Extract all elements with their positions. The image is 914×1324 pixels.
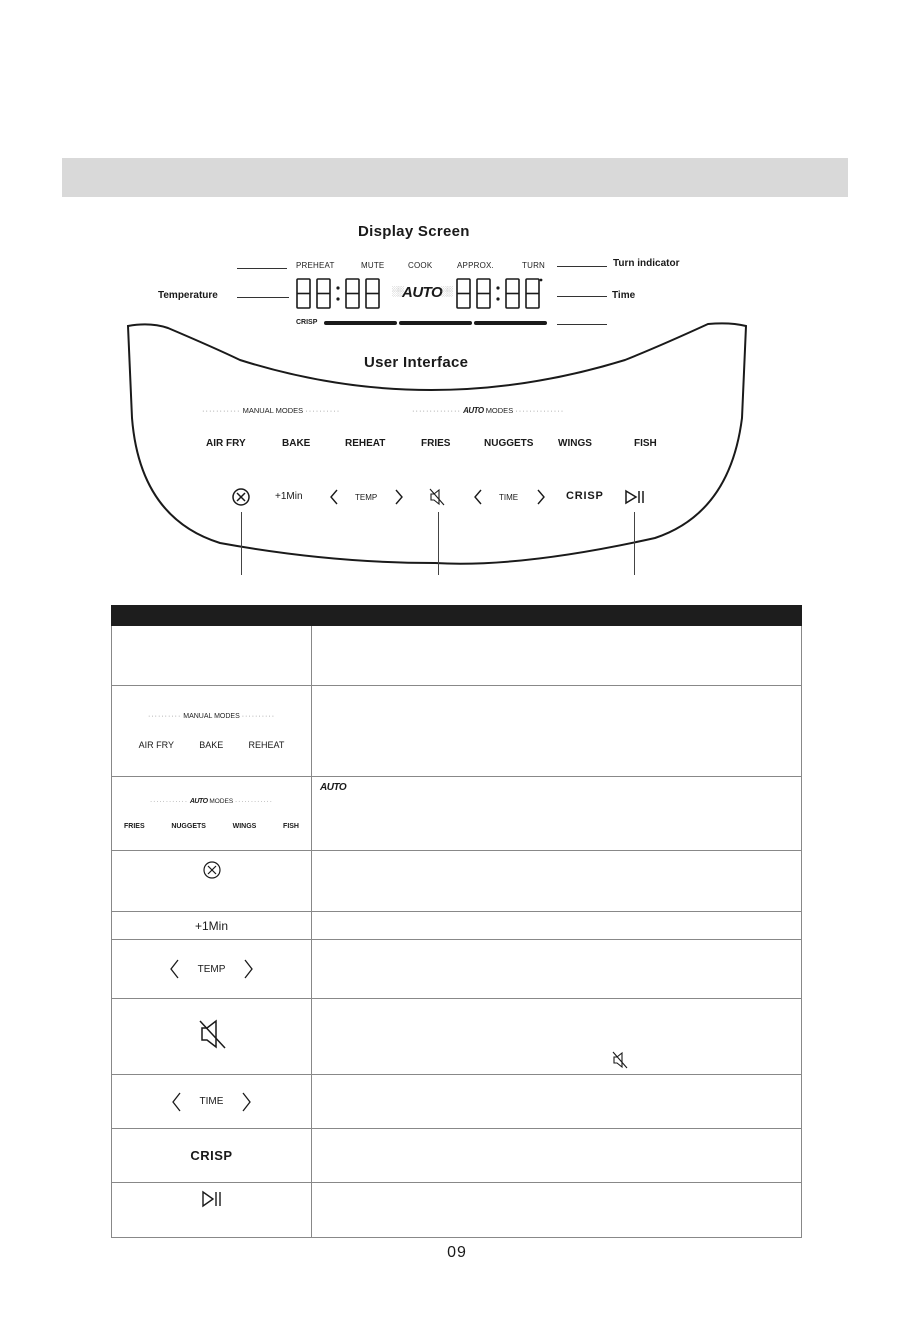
mode-air-fry-button[interactable]: AIR FRY <box>206 438 246 449</box>
table-mode-fries: FRIES <box>124 822 145 830</box>
pointer-line-mute <box>438 512 439 575</box>
table-time-decrease-icon <box>170 1091 182 1113</box>
table-temp-increase-icon <box>243 958 255 980</box>
auto-dots-right: ░░ <box>441 286 452 296</box>
table-mute-speaker-icon <box>197 1018 227 1050</box>
table-cancel-circle-icon <box>202 860 222 880</box>
table-mode-wings: WINGS <box>232 822 257 830</box>
desc-mute-icon <box>612 1051 628 1069</box>
mode-wings-button[interactable]: WINGS <box>558 438 592 449</box>
auto-dots-left: ░░ <box>392 286 403 296</box>
plus-1-min-button[interactable]: +1Min <box>275 491 303 502</box>
table-row-temp <box>112 940 802 999</box>
time-increase-icon[interactable] <box>535 488 547 506</box>
leader-preheat <box>237 268 287 269</box>
table-auto-modes-heading: ············ AUTO MODES ············ <box>150 797 273 805</box>
leader-temperature <box>237 297 289 298</box>
mode-bake-button[interactable]: BAKE <box>282 438 311 449</box>
pointer-line-cancel <box>241 512 242 575</box>
mode-fish-button[interactable]: FISH <box>634 438 657 449</box>
temperature-digits <box>294 277 394 311</box>
controls-reference-table <box>111 605 802 1238</box>
table-header-row <box>112 606 802 626</box>
table-crisp-label: CRISP <box>190 1147 233 1163</box>
user-interface-title: User Interface <box>364 354 469 371</box>
table-mode-air-fry: AIR FRY <box>138 739 174 750</box>
time-decrease-icon[interactable] <box>472 488 484 506</box>
pointer-line-play <box>634 512 635 575</box>
table-row-play-pause <box>112 1183 802 1238</box>
temp-label: TEMP <box>355 493 378 502</box>
table-temp-decrease-icon <box>168 958 180 980</box>
auto-modes-heading: ·············· AUTO MODES ·············· <box>412 406 565 415</box>
time-digits <box>454 277 554 311</box>
table-plus-1-min: +1Min <box>194 918 229 933</box>
table-row <box>112 626 802 686</box>
mode-reheat-button[interactable]: REHEAT <box>345 438 386 449</box>
desc-auto-logo: AUTO <box>320 782 347 793</box>
indicator-cook: COOK <box>408 261 433 270</box>
table-manual-modes-heading: ·········· MANUAL MODES ·········· <box>147 712 276 720</box>
auto-indicator: AUTO <box>402 284 443 301</box>
display-screen-title: Display Screen <box>358 223 470 240</box>
time-label: TIME <box>499 493 519 502</box>
table-row-manual-modes <box>112 686 802 777</box>
indicator-turn: TURN <box>522 261 546 270</box>
mode-fries-button[interactable]: FRIES <box>421 438 451 449</box>
table-row-time <box>112 1075 802 1129</box>
temp-decrease-icon[interactable] <box>328 488 340 506</box>
manual-modes-heading: ··········· MANUAL MODES ·········· <box>202 406 341 415</box>
section-banner <box>62 158 848 197</box>
leader-turn <box>557 266 607 267</box>
table-row-crisp <box>112 1129 802 1183</box>
table-time-increase-icon <box>241 1091 253 1113</box>
indicator-mute: MUTE <box>361 261 385 270</box>
mute-speaker-icon[interactable] <box>429 488 445 506</box>
table-temp-label: TEMP <box>197 963 226 975</box>
table-time-label: TIME <box>199 1096 224 1107</box>
cancel-circle-icon[interactable] <box>231 487 251 507</box>
temp-increase-icon[interactable] <box>393 488 405 506</box>
table-mode-nuggets: NUGGETS <box>171 822 206 830</box>
indicator-approx: APPROX. <box>457 261 494 270</box>
table-play-pause-icon <box>200 1190 224 1208</box>
table-mode-fish: FISH <box>283 822 299 830</box>
callout-temperature: Temperature <box>158 290 218 301</box>
table-row-plus-min <box>112 912 802 940</box>
table-row-cancel <box>112 851 802 912</box>
table-mode-bake: BAKE <box>199 739 224 750</box>
crisp-button[interactable]: CRISP <box>566 490 604 502</box>
page-number: 09 <box>447 1244 467 1261</box>
leader-time <box>557 296 607 297</box>
table-row-mute <box>112 999 802 1075</box>
play-pause-icon[interactable] <box>624 489 646 505</box>
table-row-auto-modes <box>112 777 802 851</box>
indicator-preheat: PREHEAT <box>296 261 335 270</box>
callout-time: Time <box>612 290 636 301</box>
mode-nuggets-button[interactable]: NUGGETS <box>484 438 534 449</box>
crisp-indicator-label: CRISP <box>296 319 318 326</box>
callout-turn-indicator: Turn indicator <box>613 258 680 269</box>
table-mode-reheat: REHEAT <box>248 739 285 750</box>
